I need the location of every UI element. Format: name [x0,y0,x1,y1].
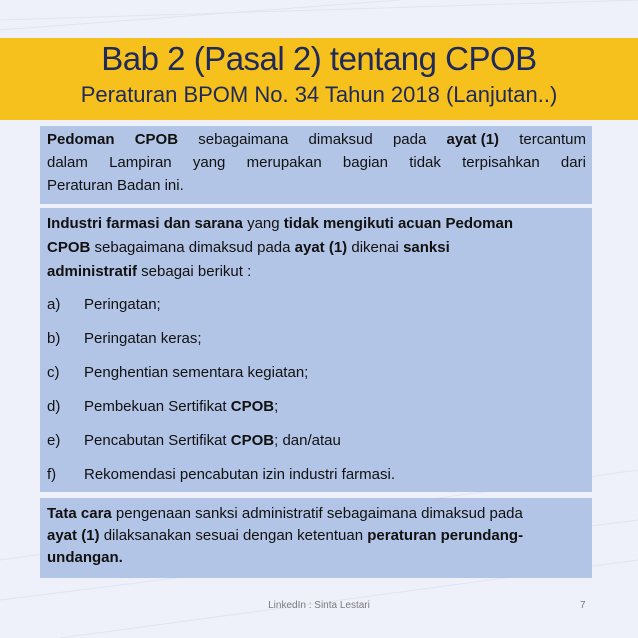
word: terpisahkan [462,154,540,171]
box3-line-3: undangan. [47,549,123,566]
paragraph-box-pedoman [40,126,592,204]
list-text: Penghentian sementara kegiatan; [84,364,309,381]
list-text: Rekomendasi pencabutan izin industri farmasi. [84,466,395,483]
word: bagian [342,154,388,171]
word: dari [560,154,586,171]
box2-intro-line-1: Industri farmasi dan sarana yang tidak mengikuti acuan Pedoman [47,215,513,232]
word: tercantum [519,131,586,148]
box1-line-1 [47,128,586,151]
list-item [47,458,586,492]
list-text: Pembekuan Sertifikat CPOB; [84,398,279,415]
list-item [47,356,586,390]
box3-line-1: Tata cara pengenaan sanksi administratif sebagaimana dimaksud pada [47,505,523,522]
word: tidak [409,154,441,171]
word: pada [392,131,427,148]
word: Pedoman [47,131,115,148]
footer-credit: LinkedIn : Sinta Lestari [268,600,370,611]
box2-intro-line-3: administratif sebagai berikut : [47,263,252,280]
list-marker: e) [47,432,61,449]
list-item [47,424,586,458]
box1-line-2 [47,151,586,174]
list-marker: c) [47,364,60,381]
box3-line-2: ayat (1) dilaksanakan sesuai dengan ketentuan peraturan perundang- [47,527,524,544]
list-marker: d) [47,398,61,415]
list-item [47,288,586,322]
word: merupakan [246,154,322,171]
list-item [47,390,586,424]
slide-subtitle: Peraturan BPOM No. 34 Tahun 2018 (Lanjutan..) [80,82,558,107]
list-text: Peringatan keras; [84,330,202,347]
slide-title: Bab 2 (Pasal 2) tentang CPOB [101,40,537,77]
box1-line-3: Peraturan Badan ini. [47,177,184,194]
list-marker: b) [47,330,61,347]
word: Lampiran [109,154,172,171]
list-text: Peringatan; [84,296,161,313]
paragraph-box-sanksi [40,208,592,492]
list-marker: f) [47,466,57,483]
list-item [47,322,586,356]
box2-intro-line-2: CPOB sebagaimana dimaksud pada ayat (1) dikenai sanksi [47,239,450,256]
word: CPOB [134,131,179,148]
word: yang [192,154,226,171]
word: ayat (1) [446,131,500,148]
word: dalam [47,154,88,171]
page-number: 7 [580,600,586,611]
list-marker: a) [47,296,61,313]
word: dimaksud [308,131,373,148]
title-band [0,38,638,120]
word: sebagaimana [198,131,289,148]
list-text: Pencabutan Sertifikat CPOB; dan/atau [84,432,341,449]
paragraph-box-tata-cara [40,498,592,578]
